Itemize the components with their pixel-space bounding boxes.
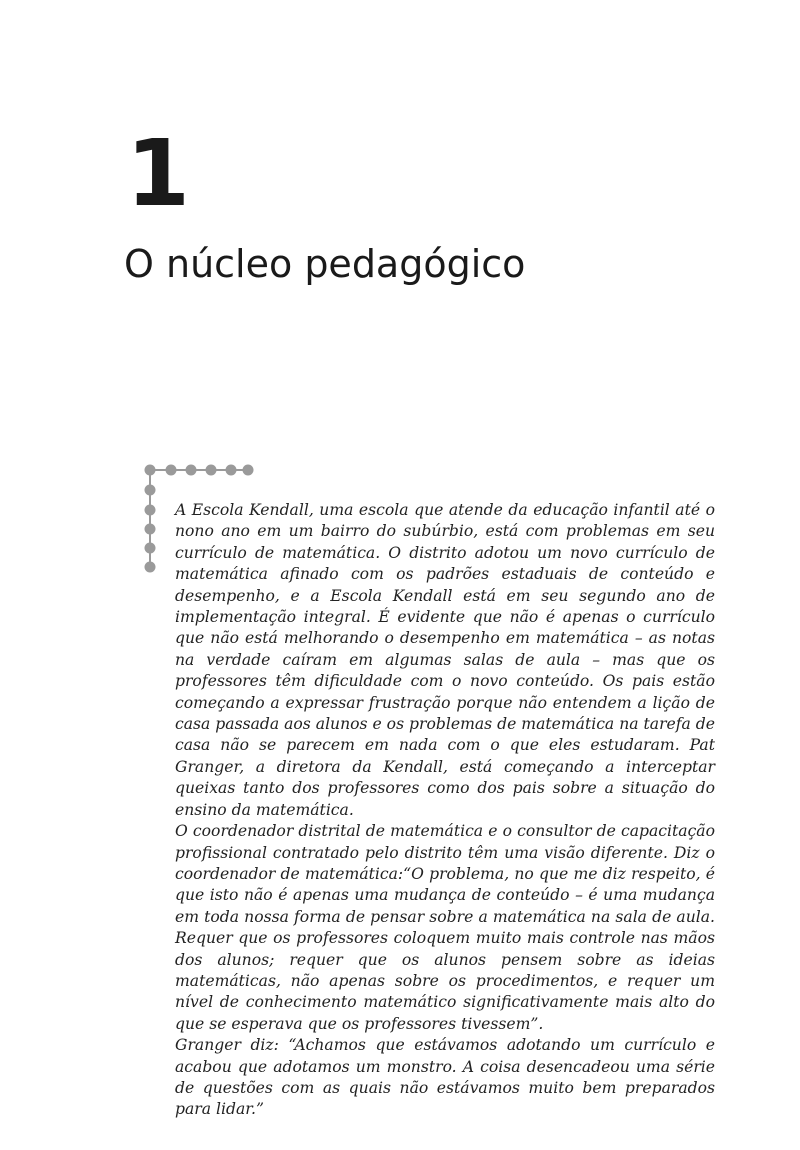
case-paragraph-2: O coordenador distrital de matemática e o consultor de capacitação profissional contratado pelo distrito têm uma visão diferente. Diz o coordenador de matemática:“O problema, no que me diz respeito, é que isto não é apenas uma mudança de conteúdo – é uma mudança em toda nossa forma de pensar sobre a matemática na sala de aula. Requer que os professores coloquem muito mais controle nas mãos dos alunos; requer que os alunos pensem sobre as ideias matemáticas, não apenas sobre os procedimentos, e requer um nível de conhecimento matemático significativamente mais alto do que se esperava que os professores tivessem”. (175, 822, 715, 1033)
case-paragraph-3: Granger diz: “Achamos que estávamos adotando um currículo e acabou que adotamos um monstro. A coisa desencadeou uma série de questões com as quais não estávamos muito bem preparados para lidar.” (175, 1036, 715, 1119)
chapter-number: 1 (126, 120, 189, 227)
chapter-title: O núcleo pedagógico (124, 242, 526, 286)
case-paragraph-1: A Escola Kendall, uma escola que atende da educação infantil até o nono ano em um bairro do subúrbio, está com problemas em seu currículo de matemática. O distrito adotou um novo currículo de matemática afinado com os padrões estaduais de conteúdo e desempenho, e a Escola Kendall está em seu segundo ano de implementação integral. É evidente que não é apenas o currículo que não está melhorando o desempenho em matemática – as notas na verdade caíram em algumas salas de aula – mas que os professores têm dificuldade com o novo conteúdo. Os pais estão começando a expressar frustração porque não entendem a lição de casa passada aos alunos e os problemas de matemática na tarefa de casa não se parecem em nada com o que eles estudaram. Pat Granger, a diretora da Kendall, está começando a interceptar queixas tanto dos professores como dos pais sobre a situação do ensino da matemática. (175, 501, 715, 819)
case-study-text (175, 500, 715, 1121)
